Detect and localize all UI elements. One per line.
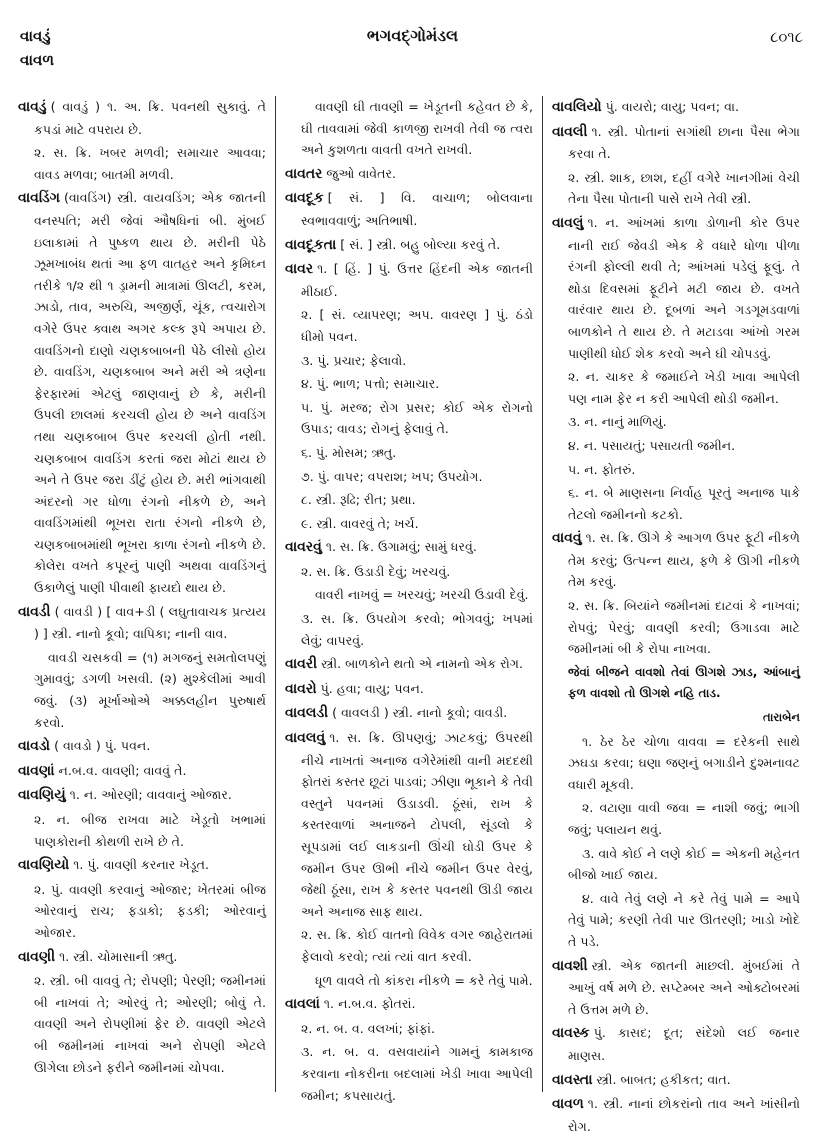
- definition-text: ૯. સ્ત્રી. વાવરવું તે; ખર્ચ.: [301, 515, 419, 531]
- headword: વાવણાં: [18, 762, 55, 779]
- definition-text: ૨. ન. બ. વ. વલખાં; ફાંફાં.: [301, 1020, 435, 1036]
- dictionary-entry: [285, 536, 533, 559]
- definition-text: ( વાવડી ) [ વાવ+ડી ( લઘુતાવાચક પ્રત્યય ) ] સ્ત્રી. નાનો કૂવો; વાપિકા; નાની વાવ.: [34, 603, 266, 642]
- definition-text: ૫. ન. ફોતરું.: [568, 461, 636, 477]
- definition-text: ( વાવડો ) પું. પવન.: [54, 738, 151, 754]
- dictionary-entry: [285, 993, 533, 1016]
- headword: વાવલિયો: [552, 99, 602, 115]
- headword: વાવશી: [552, 957, 588, 974]
- headword: વાવર: [285, 261, 314, 278]
- dictionary-entry: [285, 187, 533, 231]
- sense: [285, 1041, 533, 1106]
- dictionary-entry: [18, 784, 266, 807]
- definition-text: ૨. સ. ક્રિ. ખબર મળવી; સમાચાર આવવા; વાવડ મળવા; બાતમી મળવી.: [34, 145, 266, 182]
- sense: [285, 513, 533, 535]
- dictionary-entry: [552, 212, 800, 364]
- sense: [285, 397, 533, 440]
- headword: વાવરી: [285, 656, 318, 673]
- definition-text: ૨. પું. વાવણી કરવાનું ઓજાર; ખેતરમાં બીજ ઓરવાનું રાચ; ફડાકો; ફડકી; ઓરવાનું ઓજાર.: [34, 881, 266, 940]
- definition-text: જેવાં બીજને વાવશો તેવાં ઊગશે ઝાડ, આંબાનું ફળ વાવશો તો ઊગશે નહિ તાડ.: [568, 664, 800, 701]
- sense: [285, 608, 533, 651]
- dictionary-entry: [285, 234, 533, 257]
- headword: વાવલાં: [285, 996, 320, 1013]
- sense: [285, 373, 533, 395]
- headword: વાવડી: [18, 603, 51, 620]
- definition-text: ૭. પું. વાપર; વપરાશ; ખપ; ઉપયોગ.: [301, 468, 483, 484]
- idiom: [285, 970, 533, 992]
- definition-text: ૨. સ્ત્રી. શાક, છાશ, દહીં વગેરે ખાનગીમાં વેચી તેના પૈસા પોતાની પાસે રાખે તેવી સ્ત્રી.: [568, 169, 800, 207]
- dictionary-entry: [285, 163, 533, 186]
- dictionary-entry: [18, 96, 266, 140]
- definition-text: ૧. સ. ક્રિ. ઊપણવું; ઝાટકવું; ઉપરથી નીચે નાખતાં અનાજ વગેરેમાંથી વાની મદદથી ફોતરાં કસ્તર છૂટાં પાડવાં; ઝીણા ભૂકાને કે તેવી વસ્તુને પવનમાં ઉડાડવી. ઠૂંસાં, રાખ કે કસ્તરવાળાં અનાજને ટોપલી, સૂંડલો કે સૂપડામાં લઈ લાકડાની ઊંચી ઘોડી ઉપર કે જમીન ઉપર ઊભી નીચે જમીન ઉપર વેરવું, જેથી ઠૂંસા, રાખ કે કસ્તર પવનથી ઊડી જાય અને અનાજ સાફ થાય.: [301, 730, 533, 919]
- definition-text: ( વાવડું ) ૧. અ. ક્રિ. પવનથી સુકાવું. તે કપડાં માટે વપરાય છે.: [34, 99, 266, 137]
- definition-text: ૧. સ્ત્રી. ચોમાસાની ઋતુ.: [59, 948, 178, 964]
- definition-text: ૩. પું. પ્રચાર; ફેલાવો.: [301, 352, 407, 368]
- sense: [552, 595, 800, 660]
- sense: [18, 809, 266, 852]
- headword: વાવરો: [285, 680, 317, 697]
- definition-text: ૨. સ. ક્રિ. ઉડાડી દેવું; ખરચવું.: [301, 563, 451, 579]
- definition-text: ૪. વાવે તેવું લણે ને કરે તેવું પામે = આપે તેવું પામે; કરણી તેવી પાર ઊતરણી; ખાડો ખોદે તે પડે.: [568, 890, 800, 949]
- dictionary-entry: [552, 121, 800, 165]
- definition-text: (વાવડિંગ) સ્ત્રી. વાયવડિંગ; એક જાતની વનસ્પતિ; મરી જેવાં ઔષધિનાં બી. મુંબઈ ઇલાકામાં તે પુષ્કળ થાય છે. મરીની પેઠે ઝૂમખાબંધ થતાં આ ફળ વાતહર અને કૃમિઘ્ન તરીકે ૧/૨ થી ૧ ડ્રામની માત્રામાં ઊલટી, કરમ, ઝાડો, તાવ, અરુચિ, અજીર્ણ, ચૂંક, ત્વચારોગ વગેરે ઉપર ક્વાથ અગર કલ્ક રૂપે અપાય છે. વાવડિંગનો દાણો ચણકબાબની પેઠે લીસો હોય છે. વાવડિંગ, ચણકબાબ અને મરી એ ત્રણેના ફેરફારમાં એટલું જાણવાનું છે કે, મરીની ઉપલી છાલમાં કરચલી હોય છે અને વાવડિંગ તથા ચણકબાબ ઉપર કરચલી હોતી નથી. ચણકબાબ વાવડિંગ કરતાં જરા મોટાં થાય છે અને તે ઉપર જરા ડીંટું હોય છે. મરી ભાંગવાથી અંદરનો ગર ધોળા રંગનો નીકળે છે, અને વાવડિંગમાંથી ભૂખરા રાતા રંગનો નીકળે છે, ચણકબાબમાંથી ભૂખરા કાળા રંગનો નીકળે છે. કોલેરા વખતે કપૂરનું પાણી અથવા વાવડિંગનું ઉકાળેલું પાણી પીવાથી ફાયદો થાય છે.: [34, 190, 266, 596]
- definition-text: ૨. ન. બીજ રાખવા માટે ખેડૂતો ખભામાં પાણકોરાની કોથળી રાખે છે તે.: [34, 812, 266, 849]
- definition-text: ૧. સ્ત્રી. પોતાનાં સગાંથી છાના પૈસા ભેગા કરવા તે.: [568, 123, 800, 162]
- column-2: [275, 96, 542, 1103]
- sense: [285, 466, 533, 488]
- sense: [285, 350, 533, 372]
- definition-text: ૨. વટાણા વાવી જવા = નાશી જવું; ભાગી જવું; પલાયન થવું.: [568, 800, 800, 837]
- definition-text: ૧. સ્ત્રી. નાનાં છોકરાંનો તાવ અને ખાંસીનો રોગ.: [568, 1096, 800, 1134]
- dictionary-entry: [552, 1069, 800, 1092]
- sense: [285, 489, 533, 511]
- definition-text: વાવરી નાખવું = ખરચવું; ખરચી ઉડાવી દેવું.: [315, 587, 529, 603]
- sense: [285, 561, 533, 583]
- headword: વાવસ્તા: [552, 1071, 593, 1088]
- definition-text: ૩. ન. બ. વ. વસવાયાંને ગામનું કામકાજ કરવાના નોકરીના બદલામાં ખેડી ખાવા આપેલી જમીન; કપસાયતું.: [301, 1044, 533, 1103]
- headword: વાવરવું: [285, 539, 322, 556]
- definition-text: ૩. વાવે કોઈ ને લણે કોઈ = એકની મહેનત બીજો ખાઈ જાય.: [568, 845, 800, 883]
- definition-text: સ્ત્રી. બાળકોને થતો એ નામનો એક રોગ.: [321, 656, 523, 672]
- headword: વાવડો: [18, 738, 51, 755]
- definition-text: ૧. ન.બ.વ. ફોતરાં.: [323, 996, 416, 1012]
- dictionary-entry: [285, 653, 533, 676]
- column-3: [542, 96, 809, 1134]
- sense: [552, 482, 800, 525]
- definition-text: ૬. ન. બે માણસના નિર્વાહ પૂરતું અનાજ પાકે તેટલો જમીનનો કટકો.: [568, 485, 800, 522]
- definition-text: ૨. સ. ક્રિ. બિયાંને જમીનમાં દાટવાં કે નાખવાં; રોપવું; પેરવું; વાવણી કરવી; ઉગાડવા માટે જમીનમાં બી કે રોપા નાખવા.: [568, 598, 800, 657]
- definition-text: ન.બ.વ. વાવણી; વાવવું તે.: [58, 762, 187, 778]
- dictionary-entry: [552, 1022, 800, 1066]
- definition-text: ૪. ન. પસાયતું; પસાયતી જમીન.: [568, 437, 736, 453]
- definition-text: [ સં. ] સ્ત્રી. બહુ બોલ્યા કરવું તે.: [340, 236, 501, 252]
- headword: વાવલવું: [285, 730, 326, 747]
- definition-text: ૨. [ સં. વ્યાપરણ; અપ. વાવરણ ] પું. ઠંડો ધીમો પવન.: [301, 307, 533, 344]
- headword: વાવડિંગ: [18, 190, 60, 207]
- dictionary-entry: [552, 955, 800, 1021]
- definition-text: પું. હવા; વાયુ; પવન.: [320, 680, 424, 696]
- headword: વાવણી: [18, 948, 56, 965]
- headword: વાવસ્ક: [552, 1025, 590, 1042]
- definition-text: પું. કાસદ; દૂત; સંદેશો લઈ જનાર માણસ.: [568, 1025, 800, 1063]
- definition-text: ૧. ન. ઓરણી; વાવવાનું ઓજાર.: [69, 787, 232, 803]
- dictionary-entry: [18, 946, 266, 969]
- definition-text: ૫. પું. મરજ; રોગ પ્રસર; કોઈ એક રોગનો ઉપાડ; વાવડ; રોગનું ફેલાવું તે.: [301, 399, 533, 437]
- guide-word-last: વાવળ: [20, 51, 55, 69]
- verse-quote: [552, 662, 800, 705]
- sense: [552, 167, 800, 210]
- headword: વાવડું: [18, 99, 47, 115]
- definition-text: ૩. સ. ક્રિ. ઉપયોગ કરવો; ભોગવવું; ખપમાં લેવું; વાપરવું.: [301, 611, 533, 648]
- definition-text: સ્ત્રી. એક જાતની માછલી. મુંબઈમાં તે આખું વર્ષ મળે છે. સપ્ટેમ્બર અને ઓક્ટોબરમાં તે ઉત્તમ મળે છે.: [568, 957, 800, 1017]
- dictionary-entry: [18, 854, 266, 877]
- definition-text: ૨. ન. ચાકર કે જમાઈને ખેડી ખાવા આપેલી પણ નામ ફેર ન કરી આપેલી થોડી જમીન.: [568, 369, 800, 406]
- headword: વાવલડી: [285, 705, 329, 722]
- headword: વાવવું: [552, 530, 582, 547]
- guide-word-first: વાવડું: [20, 27, 51, 45]
- sense: [552, 435, 800, 457]
- sense: [285, 924, 533, 967]
- sense: [18, 142, 266, 185]
- sense: [552, 459, 800, 481]
- definition-text: ( વાવલડી ) સ્ત્રી. નાનો કૂવો; વાવડી.: [332, 705, 508, 721]
- definition-text: ૩. ન. નાનું માળિયું.: [568, 414, 667, 430]
- idiom: [552, 797, 800, 840]
- dictionary-columns: [18, 96, 809, 1134]
- idiom: [552, 731, 800, 796]
- definition-text: ૧. સ. ક્રિ. ઊગે કે આગળ ઉપર ફૂટી નીકળે તેમ કરવું; ઉત્પન્ન થાય, ફળે કે ઊગી નીકળે તેમ કરવું.: [568, 530, 800, 590]
- definition-text: [ સં. ] વિ. વાચાળ; બોલવાના સ્વભાવવાળું; અતિભાષી.: [301, 190, 533, 228]
- idiom: [18, 647, 266, 733]
- dictionary-entry: [18, 187, 266, 598]
- sense: [285, 1018, 533, 1040]
- idiom: [552, 843, 800, 886]
- definition-text: વાવડી ચસકવી = (૧) મગજનું સમતોલપણું ગુમાવવું; ડગળી ખસવી. (૨) મુશ્કેલીમાં આવી જવું. (૩) મૂર્ખાઓએ અક્કલહીન પુરુષાર્થ કરવો.: [34, 649, 266, 730]
- page-number: ૮૦૧૮: [770, 28, 803, 46]
- definition-text: સ્ત્રી. બાબત; હકીકત; વાત.: [596, 1071, 731, 1087]
- column-1: [18, 96, 275, 1092]
- definition-text: વાવણી ઘી તાવણી = ખેડૂતની કહેવત છે કે, ઘી તાવવામાં જેવી કાળજી રાખવી તેવી જ ત્વરા અને કુશળતા વાવતી વખતે રાખવી.: [301, 99, 533, 158]
- dictionary-entry: [18, 735, 266, 758]
- dictionary-entry: [285, 702, 533, 725]
- sense: [285, 442, 533, 464]
- definition-text: ૧. ઠેર ઠેર ચોળા વાવવા = દરેકની સાથે ઝઘડા કરવા; ઘણા જણનું બગાડીને દુશ્મનાવટ વધારી મૂકવી.: [568, 733, 800, 792]
- idiom: [552, 888, 800, 953]
- headword: વાવલી: [552, 123, 588, 140]
- dictionary-entry: [285, 727, 533, 922]
- definition-text: ૪. પું. ભાળ; પત્તો; સમાચાર.: [301, 376, 440, 392]
- definition-text: ૧. ન. આંખમાં કાળા ડોળાની કોર ઉપર નાની રાઈ જેવડી એક કે વધારે ધોળા પીળા રંગની ફોલ્લી થવી તે; આંખમાં પડેલું ફૂલું. તે થોડા દિવસમાં ફૂટીને મટી જાય છે. વખતે વારંવાર થાય છે. દૂબળાં અને ગડગૂમડવાળાં બાળકોને તે થાય છે. તે મટાડવા આંખો ગરમ પાણીથી ધોઈ શેક કરવો અને ઘી ચોપડવું.: [568, 214, 800, 361]
- definition-text: ૧. [ હિં. ] પું. ઉત્તર હિંદની એક જાતની મીઠાઈ.: [301, 261, 533, 299]
- definition-text: તારાબેન: [762, 710, 800, 725]
- definition-text: ૨. સ્ત્રી. બી વાવવું તે; રોપણી; પેરણી; જમીનમાં બી નાખવાં તે; ઓરવું તે; ઓરણી; બોવું તે. વાવણી અને રોપણીમાં ફેર છે. વાવણી એટલે બી જમીનમાં નાખવાં અને રોપણી એટલે ઊગેલા છોડને ફરીને જમીનમાં ચોપવા.: [34, 973, 266, 1075]
- dictionary-entry: [285, 678, 533, 701]
- dictionary-entry: [18, 601, 266, 645]
- dictionary-entry: [552, 96, 800, 119]
- quote-attribution: [552, 707, 800, 729]
- idiom: [285, 584, 533, 606]
- dictionary-entry: [552, 1093, 800, 1137]
- dictionary-entry: [18, 760, 266, 783]
- headword: વાવળ: [552, 1096, 584, 1113]
- definition-text: જુઓ વાવેતર.: [326, 165, 396, 181]
- page-title: ભગવદ્ગોમંડલ: [366, 26, 459, 45]
- dictionary-entry: [552, 527, 800, 593]
- sense: [285, 304, 533, 347]
- headword: વાવદૂકતા: [285, 236, 337, 253]
- definition-text: ૧. પું. વાવણી કરનાર ખેડૂત.: [73, 857, 209, 873]
- sense: [18, 970, 266, 1078]
- definition-text: ૬. પું. મોસમ; ઋતુ.: [301, 444, 397, 460]
- headword: વાવતર: [285, 165, 323, 182]
- headword: વાવદૂક: [285, 190, 324, 207]
- definition-text: ૧. સ. ક્રિ. ઉગામવું; સામું ધરવું.: [325, 539, 477, 555]
- dictionary-entry: [285, 258, 533, 302]
- definition-text: ૮. સ્ત્રી. રૂઢિ; રીત; પ્રથા.: [301, 492, 416, 508]
- headword: વાવલું: [552, 214, 584, 231]
- definition-text: પું. વાયરો; વાયુ; પવન; વા.: [605, 99, 739, 114]
- definition-text: ૨. સ. ક્રિ. કોઈ વાતનો વિવેક વગર જાહેરાતમાં ફેલાવો કરવો; ત્યાં ત્યાં વાત કરવી.: [301, 927, 533, 964]
- sense: [552, 411, 800, 433]
- sense: [18, 879, 266, 944]
- idiom: [285, 96, 533, 161]
- headword: વાવણિયો: [18, 857, 70, 874]
- sense: [552, 366, 800, 409]
- headword: વાવણિયું: [18, 787, 66, 804]
- definition-text: ધૂળ વાવલે તો કાંકરા નીકળે = કરે તેવું પામે.: [315, 972, 533, 988]
